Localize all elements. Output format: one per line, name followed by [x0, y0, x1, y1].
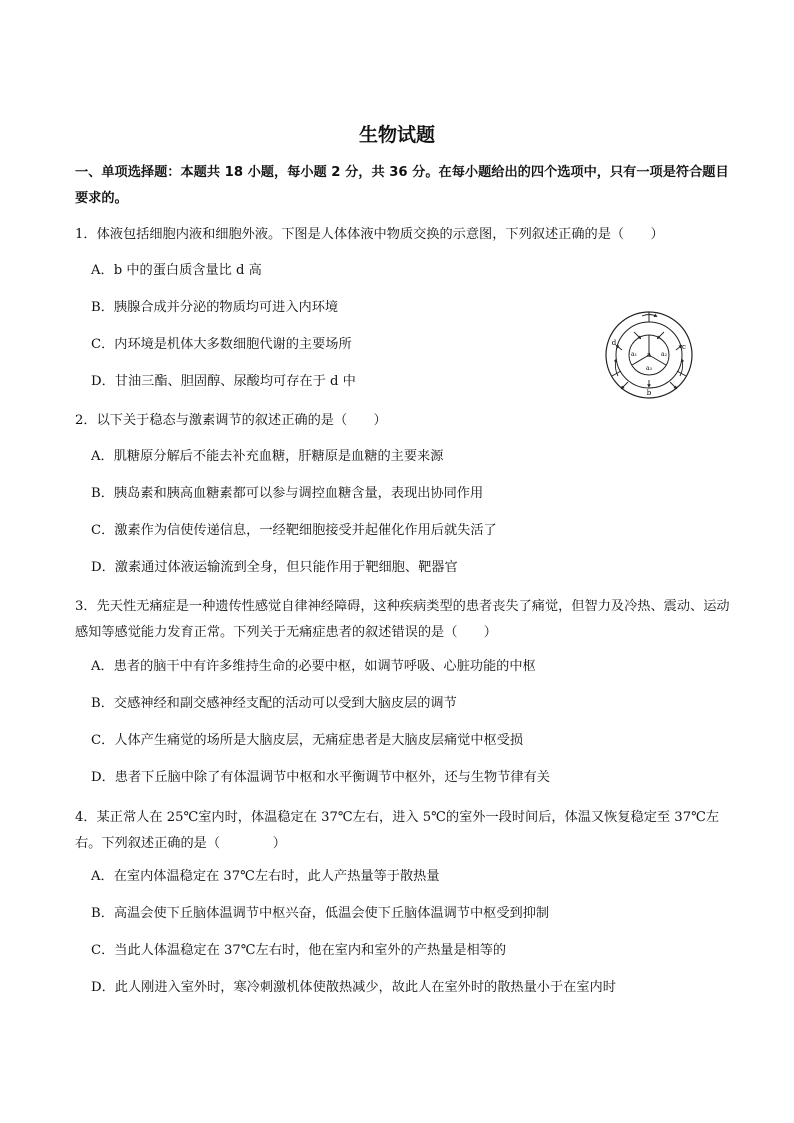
question-3-option-b: B．交感神经和副交感神经支配的活动可以受到大脑皮层的调节 [91, 696, 457, 711]
question-1-option-a: A．b 中的蛋白质含量比 d 高 [91, 263, 262, 278]
question-4-option-a: A．在室内体温稳定在 37℃左右时，此人产热量等于散热量 [91, 869, 440, 884]
question-3-stem: 3．先天性无痛症是一种遗传性感觉自律神经障碍，这种疾病类型的患者丧失了痛觉，但智力及冷热、震动、运动感知等感觉能力发育正常。下列关于无痛症患者的叙述错误的是（ ） [75, 599, 730, 640]
question-1-option-b: B．胰腺合成并分泌的物质均可进入内环境 [91, 300, 339, 315]
question-1-option-c: C．内环境是机体大多数细胞代谢的主要场所 [91, 337, 352, 352]
question-2-stem: 2．以下关于稳态与激素调节的叙述正确的是（ ） [75, 413, 387, 428]
label-b: b [646, 389, 652, 397]
question-2-option-d: D．激素通过体液运输流到全身，但只能作用于靶细胞、靶器官 [91, 560, 458, 575]
label-a: a [646, 351, 652, 359]
question-3-option-c: C．人体产生痛觉的场所是大脑皮层，无痛症患者是大脑皮层痛觉中枢受损 [91, 733, 524, 748]
page-title: 生物试题 [358, 124, 435, 146]
question-4-option-b: B．高温会使下丘脑体温调节中枢兴奋，低温会使下丘脑体温调节中枢受到抑制 [91, 906, 550, 921]
question-4-option-d: D．此人刚进入室外时，寒冷刺激机体使散热减少，故此人在室外时的散热量小于在室内时 [91, 980, 616, 995]
question-2-option-b: B．胰岛素和胰高血糖素都可以参与调控血糖含量，表现出协同作用 [91, 486, 484, 501]
label-a2: a₂ [661, 351, 667, 358]
question-4-stem: 4．某正常人在 25℃室内时，体温稳定在 37℃左右，进入 5℃的室外一段时间后，体温又恢复稳定至 37℃左右。下列叙述正确的是（ ） [75, 810, 720, 851]
label-d: d [611, 339, 617, 347]
question-1-stem: 1．体液包括细胞内液和细胞外液。下图是人体体液中物质交换的示意图，下列叙述正确的是（ ） [75, 227, 664, 242]
label-c: c [682, 343, 686, 351]
question-3-option-d: D．患者下丘脑中除了有体温调节中枢和水平衡调节中枢外，还与生物节律有关 [91, 770, 550, 785]
label-a3: a₃ [646, 365, 652, 372]
question-2-option-c: C．激素作为信使传递信息，一经靶细胞接受并起催化作用后就失活了 [91, 523, 497, 538]
question-2-option-a: A．肌糖原分解后不能去补充血糖，肝糖原是血糖的主要来源 [91, 449, 444, 464]
label-a1: a₁ [631, 351, 637, 358]
question-3-option-a: A．患者的脑干中有许多维持生命的必要中枢，如调节呼吸、心脏功能的中枢 [91, 659, 536, 674]
section-heading: 一、单项选择题：本题共 18 小题，每小题 2 分，共 36 分。在每小题给出的四个选项中，只有一项是符合题目要求的。 [75, 165, 729, 206]
question-1-option-d: D．甘油三酯、胆固醇、尿酸均可存在于 d 中 [91, 374, 356, 389]
question-4-option-c: C．当此人体温稳定在 37℃左右时，他在室内和室外的产热量是相等的 [91, 943, 507, 958]
body-fluid-exchange-diagram [604, 310, 694, 400]
